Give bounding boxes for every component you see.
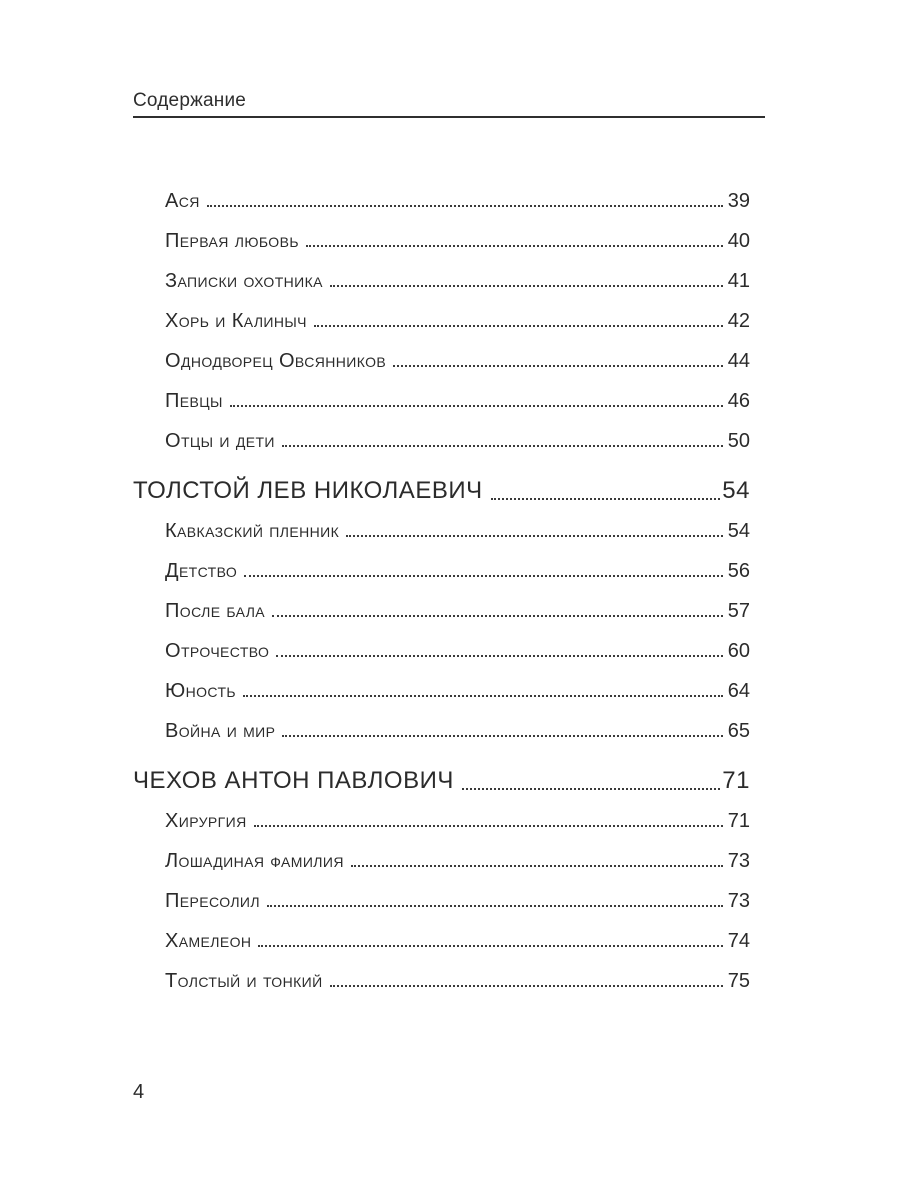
dot-leader [254,825,723,827]
toc-entry-title: Юность [165,680,236,702]
dot-leader [282,445,723,447]
toc-list [133,191,750,1011]
dot-leader [243,695,723,697]
toc-entry-title: ТОЛСТОЙ ЛЕВ НИКОЛАЕВИЧ [133,477,483,504]
toc-entry-page: 54 [722,477,750,504]
dot-leader [314,325,723,327]
toc-entry-page: 40 [727,230,750,252]
toc-entry-title: Отцы и дети [165,430,275,452]
toc-entry-page: 54 [727,520,750,542]
toc-item-row [133,311,750,331]
toc-entry-page: 73 [727,890,750,912]
toc-entry-page: 42 [727,310,750,332]
dot-leader [282,735,722,737]
toc-item-row [133,811,750,831]
toc-entry-title: Лошадиная фамилия [165,850,344,872]
toc-entry-page: 75 [727,970,750,992]
dot-leader [393,365,723,367]
toc-entry-title: Детство [165,560,238,582]
dot-leader [330,285,723,287]
toc-entry-title: Ася [165,190,200,212]
dot-leader [267,905,723,907]
toc-item-row [133,641,750,661]
toc-entry-title: Хирургия [165,810,247,832]
toc-entry-page: 46 [727,390,750,412]
toc-item-row [133,231,750,251]
toc-item-row [133,681,750,701]
toc-entry-page: 71 [727,810,750,832]
toc-entry-title: Пересолил [165,890,260,912]
toc-entry-page: 64 [727,680,750,702]
dot-leader [330,985,723,987]
toc-entry-title: Первая любовь [165,230,299,252]
toc-item-row [133,971,750,991]
dot-leader [306,245,723,247]
toc-entry-title: Толстый и тонкий [165,970,323,992]
running-header [133,90,765,118]
toc-entry-title: Отрочество [165,640,270,662]
toc-item-row [133,271,750,291]
toc-item-row [133,191,750,211]
toc-item-row [133,721,750,741]
toc-entry-title: Хамелеон [165,930,252,952]
toc-entry-title: Кавказский пленник [165,520,340,542]
toc-entry-page: 74 [727,930,750,952]
toc-item-row [133,351,750,371]
toc-entry-page: 65 [727,720,750,742]
toc-entry-page: 41 [727,270,750,292]
dot-leader [244,575,723,577]
contents-title: Содержание [133,90,247,111]
toc-item-row [133,431,750,451]
dot-leader [462,788,720,790]
dot-leader [207,205,723,207]
toc-entry-page: 56 [727,560,750,582]
toc-entry-title: Хорь и Калиныч [165,310,307,332]
dot-leader [258,945,722,947]
toc-entry-page: 71 [722,767,750,794]
header-rule [133,116,765,118]
toc-item-row [133,521,750,541]
toc-entry-page: 57 [727,600,750,622]
page-number-footer: 4 [133,1081,145,1103]
toc-entry-page: 60 [727,640,750,662]
toc-entry-page: 39 [727,190,750,212]
toc-item-row [133,891,750,911]
toc-section-row [133,478,750,504]
toc-item-row [133,931,750,951]
toc-entry-page: 50 [727,430,750,452]
toc-entry-title: После бала [165,600,266,622]
dot-leader [230,405,723,407]
dot-leader [491,498,721,500]
toc-entry-title: ЧЕХОВ АНТОН ПАВЛОВИЧ [133,767,454,794]
toc-entry-title: Однодворец Овсянников [165,350,387,372]
dot-leader [276,655,722,657]
toc-item-row [133,391,750,411]
toc-entry-page: 44 [727,350,750,372]
dot-leader [272,615,723,617]
toc-item-row [133,561,750,581]
toc-entry-title: Записки охотника [165,270,323,292]
toc-entry-page: 73 [727,850,750,872]
toc-entry-title: Война и мир [165,720,276,742]
toc-item-row [133,601,750,621]
dot-leader [346,535,723,537]
toc-item-row [133,851,750,871]
dot-leader [351,865,723,867]
toc-section-row [133,768,750,794]
toc-entry-title: Певцы [165,390,223,412]
